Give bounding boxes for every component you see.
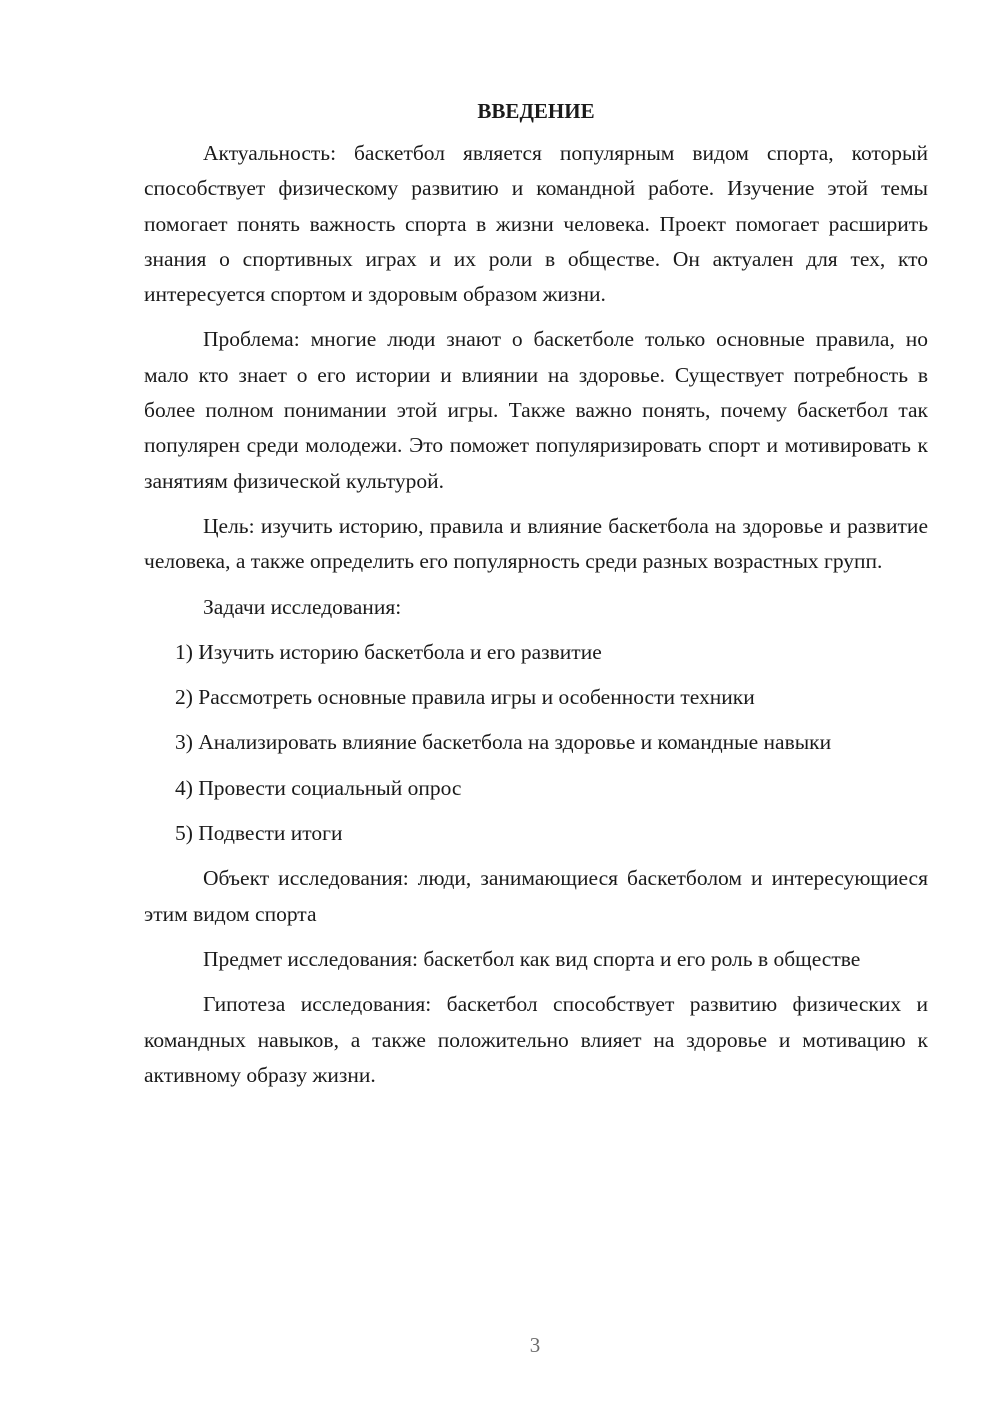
page-number: 3 (529, 1333, 541, 1357)
document-page (144, 96, 928, 1103)
paragraph-relevance: Актуальность: баскетбол является популярным видом спорта, который способствует физическому развитию и командной работе. Изучение этой темы помогает понять важность спорта в жизни человека. Проект помогает расширить знания о спортивных играх и их роли в обществе. Он актуален для тех, кто интересуется спортом и здоровым образом жизни. (144, 141, 928, 307)
task-item-2: 2) Рассмотреть основные правила игры и особенности техники (175, 685, 755, 710)
paragraph-hypothesis: Гипотеза исследования: баскетбол способствует развитию физических и командных навыков, а также положительно влияет на здоровье и мотивацию к активному образу жизни. (144, 992, 928, 1087)
task-item-3: 3) Анализировать влияние баскетбола на здоровье и командные навыки (175, 730, 832, 755)
task-item-5: 5) Подвести итоги (175, 821, 343, 846)
task-item-4: 4) Провести социальный опрос (175, 775, 462, 800)
task-item-1: 1) Изучить историю баскетбола и его развитие (175, 639, 602, 664)
paragraph-problem: Проблема: многие люди знают о баскетболе только основные правила, но мало кто знает о его истории и влиянии на здоровье. Существует потребность в более полном понимании этой игры. Также важно понять, почему баскетбол так популярен среди молодежи. Это поможет популяризировать спорт и мотивировать к занятиям физической культурой. (144, 327, 928, 493)
paragraph-subject: Предмет исследования: баскетбол как вид спорта и его роль в обществе (203, 946, 861, 971)
page-title: ВВЕДЕНИЕ (477, 99, 595, 123)
paragraph-object: Объект исследования: люди, занимающиеся баскетболом и интересующиеся этим видом спорта (144, 866, 928, 926)
paragraph-goal: Цель: изучить историю, правила и влияние баскетбола на здоровье и развитие человека, а также определить его популярность среди разных возрастных групп. (144, 513, 928, 574)
paragraph-tasks-heading: Задачи исследования: (203, 594, 402, 619)
